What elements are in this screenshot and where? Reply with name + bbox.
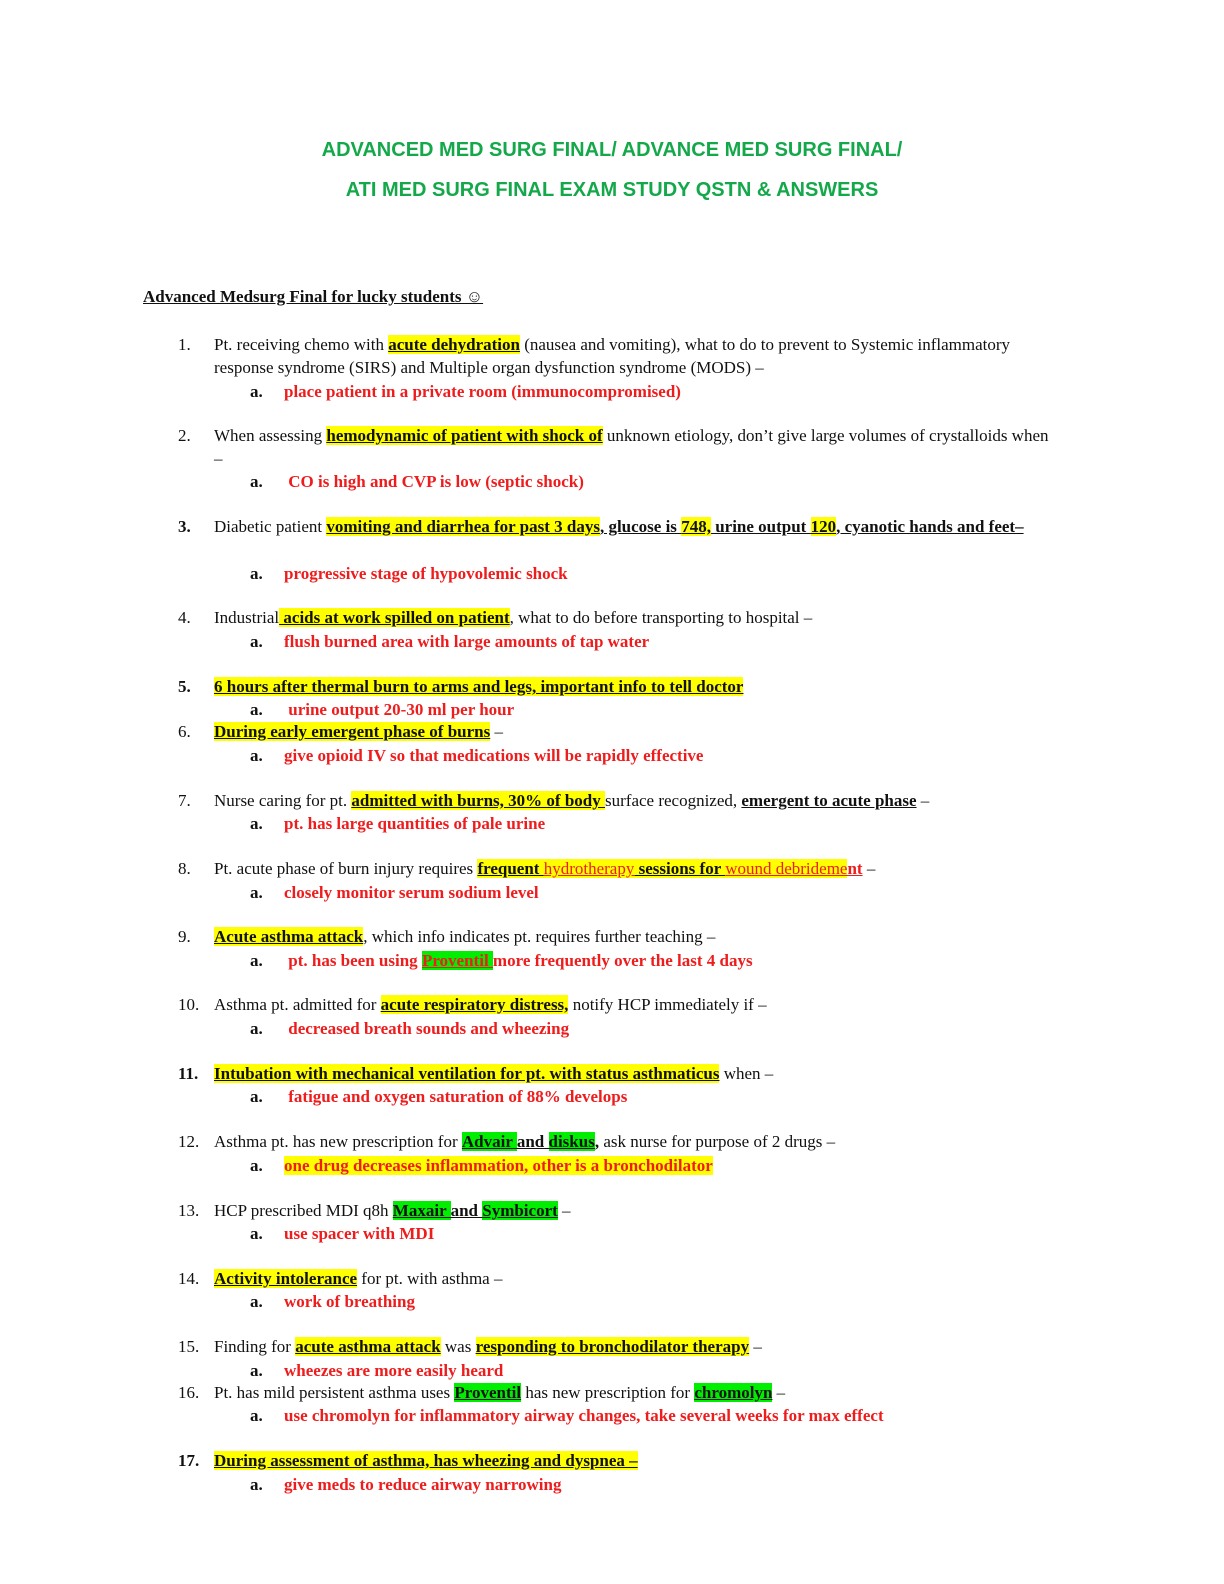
answer-letter: a. xyxy=(250,632,263,651)
document-title-line1: ADVANCED MED SURG FINAL/ ADVANCE MED SURG FINAL/ xyxy=(321,139,903,161)
question-number: 14. xyxy=(178,1269,200,1288)
answer-letter: a. xyxy=(250,564,263,583)
answer-letter: a. xyxy=(250,1156,263,1175)
drug-highlight: Maxair xyxy=(392,1201,451,1220)
text: when – xyxy=(719,1064,774,1083)
question-text xyxy=(214,333,1059,379)
highlight: 120 xyxy=(810,517,837,536)
drug-highlight: Proventil xyxy=(421,951,493,970)
question-text xyxy=(214,515,1059,538)
text: Asthma pt. has new prescription for xyxy=(214,1132,462,1151)
answer-text: decreased breath sounds and wheezing xyxy=(284,1019,570,1038)
answer-letter: a. xyxy=(250,1292,263,1311)
answer-9 xyxy=(250,949,1050,972)
question-text xyxy=(214,857,1059,880)
highlight: responding to bronchodilator therapy xyxy=(475,1337,750,1356)
answer-14 xyxy=(250,1290,1050,1313)
answer-2 xyxy=(250,470,1050,493)
answer-text: more frequently over the last 4 days xyxy=(492,951,753,970)
text: , which info indicates pt. requires further teaching – xyxy=(363,927,716,946)
highlight: Activity intolerance xyxy=(214,1269,358,1288)
answer-text: CO is high and CVP is low (septic shock) xyxy=(284,472,584,491)
answer-7 xyxy=(250,812,1050,835)
highlight: acute dehydration xyxy=(388,335,520,354)
highlight: During assessment of asthma, has wheezing and dyspnea – xyxy=(214,1451,638,1470)
question-text xyxy=(214,1199,1059,1222)
drug-highlight: chromolyn xyxy=(694,1383,773,1402)
text: – xyxy=(749,1337,762,1356)
answer-text: use spacer with MDI xyxy=(284,1224,435,1243)
underlined-text: and xyxy=(450,1201,483,1220)
question-number: 9. xyxy=(178,927,191,946)
question-text xyxy=(214,1130,1059,1153)
text: HCP prescribed MDI q8h xyxy=(214,1201,393,1220)
question-number: 3. xyxy=(178,517,191,536)
answer-8 xyxy=(250,881,1050,904)
text: When assessing xyxy=(214,426,327,445)
highlight: hemodynamic of patient with shock of xyxy=(326,426,603,445)
question-number: 16. xyxy=(178,1383,200,1402)
text: Asthma pt. admitted for xyxy=(214,995,381,1014)
underlined-text: , xyxy=(594,1132,600,1151)
text: Diabetic patient xyxy=(214,517,327,536)
text: Finding for xyxy=(214,1337,296,1356)
highlight: 6 hours after thermal burn to arms and legs, important info to tell doctor xyxy=(214,677,744,696)
text: Pt. has mild persistent asthma uses xyxy=(214,1383,455,1402)
answer-text: wheezes are more easily heard xyxy=(284,1361,504,1380)
highlight: admitted with burns, 30% of body xyxy=(351,791,605,810)
question-number: 15. xyxy=(178,1337,200,1356)
answer-text: pt. has been using xyxy=(284,951,422,970)
answer-4 xyxy=(250,630,1050,653)
highlight: acute respiratory distress, xyxy=(380,995,569,1014)
highlight: sessions for xyxy=(634,859,726,878)
question-text xyxy=(214,1062,1059,1085)
answer-letter: a. xyxy=(250,951,263,970)
answer-text: give meds to reduce airway narrowing xyxy=(284,1475,562,1494)
text: Nurse caring for pt. xyxy=(214,791,352,810)
highlight: vomiting and diarrhea for past 3 days xyxy=(326,517,600,536)
text: – xyxy=(862,859,876,878)
section-heading: Advanced Medsurg Final for lucky students ☺ xyxy=(143,287,484,306)
question-text xyxy=(214,789,1059,812)
question-number: 11. xyxy=(178,1064,199,1083)
answer-letter: a. xyxy=(250,700,263,719)
text: – xyxy=(916,791,930,810)
question-text xyxy=(214,993,1059,1016)
question-text xyxy=(214,1381,1059,1404)
question-text xyxy=(214,675,1059,698)
answer-10 xyxy=(250,1017,1050,1040)
answer-text: fatigue and oxygen saturation of 88% develops xyxy=(284,1087,628,1106)
answer-letter: a. xyxy=(250,746,263,765)
text: has new prescription for xyxy=(521,1383,695,1402)
question-number: 17. xyxy=(178,1451,200,1470)
text: , what to do before transporting to hospital – xyxy=(509,608,813,627)
question-number: 7. xyxy=(178,791,191,810)
text: ask nurse for purpose of 2 drugs – xyxy=(599,1132,836,1151)
answer-letter: a. xyxy=(250,1406,263,1425)
answer-3 xyxy=(250,562,1050,585)
question-text xyxy=(214,720,1059,743)
answer-letter: a. xyxy=(250,883,263,902)
question-text xyxy=(214,925,1059,948)
drug-highlight: Symbicort xyxy=(482,1201,558,1220)
answer-1 xyxy=(250,380,1050,403)
question-number: 12. xyxy=(178,1132,200,1151)
answer-letter: a. xyxy=(250,472,263,491)
text: Industrial xyxy=(214,608,280,627)
answer-text: flush burned area with large amounts of tap water xyxy=(284,632,650,651)
highlight: During early emergent phase of burns xyxy=(214,722,491,741)
highlight: 748, xyxy=(681,517,711,536)
answer-15 xyxy=(250,1359,1050,1382)
answer-6 xyxy=(250,744,1050,767)
question-text xyxy=(214,424,1059,470)
answer-text: progressive stage of hypovolemic shock xyxy=(284,564,568,583)
answer-letter: a. xyxy=(250,1475,263,1494)
answer-letter: a. xyxy=(250,1361,263,1380)
answer-text: urine output 20-30 ml per hour xyxy=(284,700,515,719)
document-title-line2: ATI MED SURG FINAL EXAM STUDY QSTN & ANSWERS xyxy=(345,179,879,201)
question-number: 2. xyxy=(178,426,191,445)
text: notify HCP immediately if – xyxy=(568,995,767,1014)
answer-letter: a. xyxy=(250,382,263,401)
text: , cyanotic hands and feet– xyxy=(836,517,1024,536)
drug-highlight: Advair xyxy=(461,1132,517,1151)
question-text xyxy=(214,1335,1059,1358)
answer-13 xyxy=(250,1222,1050,1245)
text: was xyxy=(440,1337,476,1356)
highlight: Intubation with mechanical ventilation for pt. with status asthmaticus xyxy=(214,1064,720,1083)
answer-12 xyxy=(250,1154,1050,1177)
underlined-text: emergent to acute phase xyxy=(741,791,917,810)
question-number: 5. xyxy=(178,677,191,696)
question-text xyxy=(214,606,1059,629)
text: unknown etiology, don’t give large volumes of crystalloids when – xyxy=(214,426,1049,468)
highlight: Acute asthma attack xyxy=(214,927,364,946)
text: , glucose is xyxy=(599,517,682,536)
answer-16 xyxy=(250,1404,1050,1427)
highlight: acute asthma attack xyxy=(295,1337,441,1356)
text: urine output xyxy=(710,517,811,536)
answer-text: give opioid IV so that medications will be rapidly effective xyxy=(284,746,704,765)
answer-17 xyxy=(250,1473,1050,1496)
answer-letter: a. xyxy=(250,1224,263,1243)
drug-highlight: Proventil xyxy=(454,1383,522,1402)
answer-text: pt. has large quantities of pale urine xyxy=(284,814,546,833)
answer-text: work of breathing xyxy=(284,1292,415,1311)
text: Pt. acute phase of burn injury requires xyxy=(214,859,478,878)
highlight: frequent xyxy=(477,859,544,878)
text: – xyxy=(772,1383,786,1402)
text: – xyxy=(557,1201,571,1220)
question-text xyxy=(214,1267,1059,1290)
text: (nausea and vomiting), what to do to prevent to Systemic inflammatory response syndrome (SIRS) and Multiple organ dysfunction syndrome (MODS) – xyxy=(214,335,1011,377)
answer-letter: a. xyxy=(250,1087,263,1106)
answer-text: closely monitor serum sodium level xyxy=(284,883,539,902)
text: – xyxy=(490,722,503,741)
question-number: 1. xyxy=(178,335,191,354)
answer-text: place patient in a private room (immunocompromised) xyxy=(284,382,681,401)
question-number: 6. xyxy=(178,722,191,741)
text: nt xyxy=(847,859,863,878)
question-number: 10. xyxy=(178,995,200,1014)
highlight: acids at work spilled on patient xyxy=(279,608,510,627)
question-text xyxy=(214,1449,1059,1472)
question-number: 13. xyxy=(178,1201,200,1220)
underlined-text: and xyxy=(516,1132,549,1151)
question-number: 4. xyxy=(178,608,191,627)
text: for pt. with asthma – xyxy=(357,1269,503,1288)
highlight: hydrotherapy xyxy=(543,859,635,878)
answer-letter: a. xyxy=(250,814,263,833)
answer-11 xyxy=(250,1085,1050,1108)
answer-5 xyxy=(250,698,1050,721)
drug-highlight: diskus xyxy=(548,1132,595,1151)
highlight: wound debrideme xyxy=(725,859,848,878)
answer-text: one drug decreases inflammation, other is a bronchodilator xyxy=(284,1156,713,1175)
answer-letter: a. xyxy=(250,1019,263,1038)
answer-text: use chromolyn for inflammatory airway changes, take several weeks for max effect xyxy=(284,1406,884,1425)
text: surface recognized, xyxy=(605,791,742,810)
text: Pt. receiving chemo with xyxy=(214,335,389,354)
question-number: 8. xyxy=(178,859,191,878)
